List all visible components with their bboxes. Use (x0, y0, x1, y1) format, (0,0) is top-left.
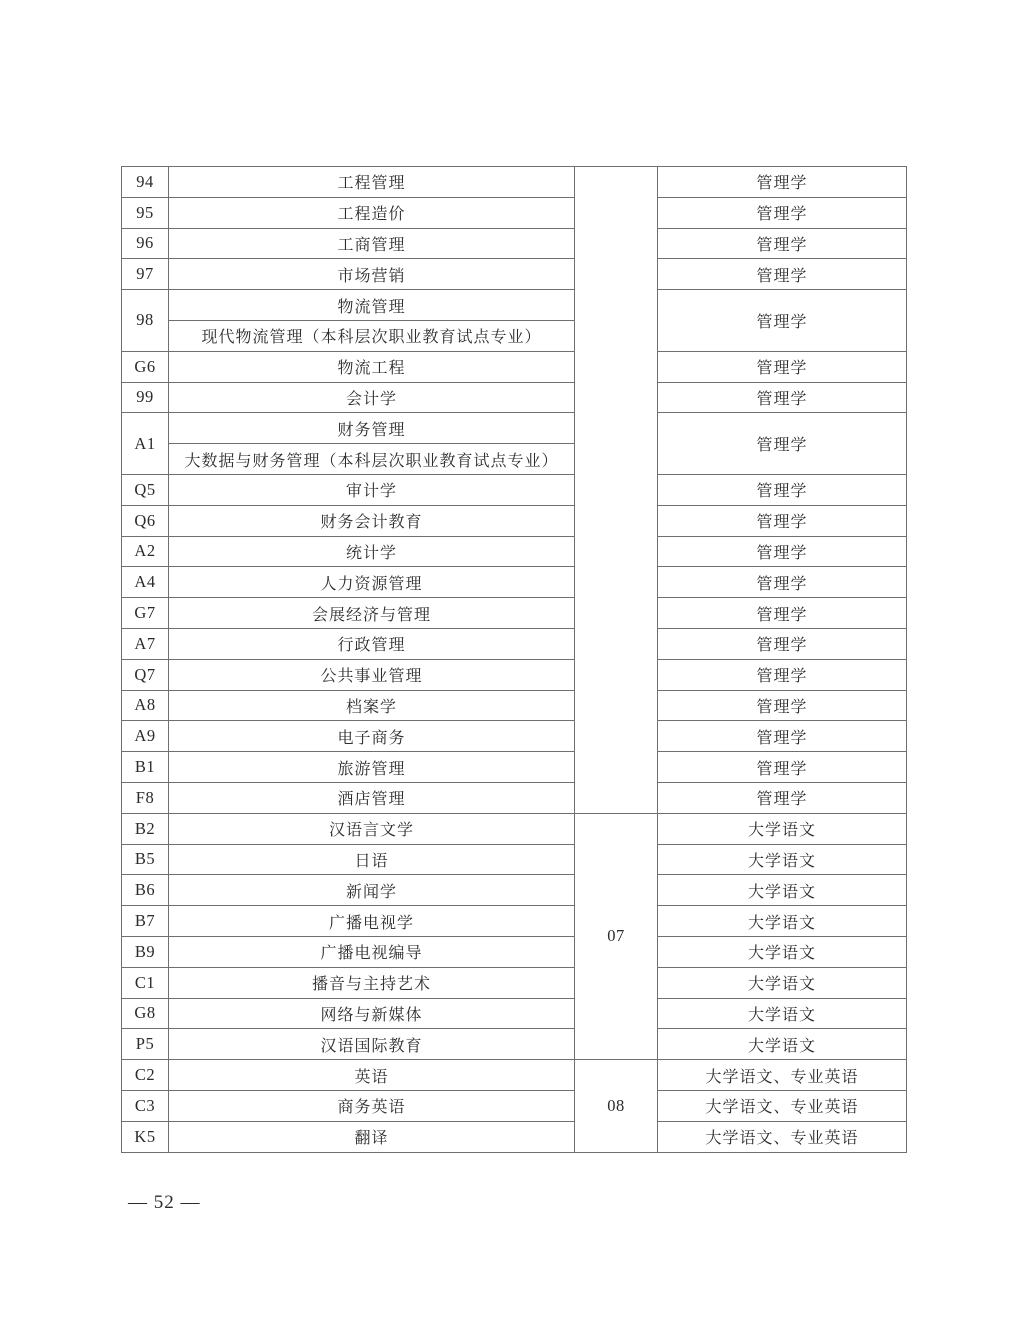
exam-subject-cell: 管理学 (658, 382, 907, 413)
section-code-cell: 07 (575, 813, 658, 1059)
exam-subject-cell: 管理学 (658, 505, 907, 536)
table-row (122, 752, 907, 783)
exam-subject-cell: 大学语文 (658, 875, 907, 906)
exam-subject-cell: 管理学 (658, 752, 907, 783)
exam-subject-cell: 管理学 (658, 567, 907, 598)
major-code-cell: G6 (122, 351, 169, 382)
majors-table-container (121, 166, 906, 1153)
exam-subject-cell: 大学语文 (658, 1029, 907, 1060)
exam-subject-cell: 管理学 (658, 167, 907, 198)
major-code-cell: A1 (122, 413, 169, 475)
major-name-cell: 档案学 (169, 690, 575, 721)
table-row (122, 1029, 907, 1060)
table-row (122, 167, 907, 198)
table-row (122, 351, 907, 382)
table-row (122, 598, 907, 629)
table-row (122, 782, 907, 813)
major-name-cell: 翻译 (169, 1121, 575, 1152)
exam-subject-cell: 大学语文 (658, 936, 907, 967)
exam-subject-cell: 大学语文、专业英语 (658, 1090, 907, 1121)
major-code-cell: A7 (122, 628, 169, 659)
exam-subject-cell: 管理学 (658, 659, 907, 690)
majors-table (121, 166, 907, 1153)
major-code-cell: Q7 (122, 659, 169, 690)
major-name-cell: 财务会计教育 (169, 505, 575, 536)
major-code-cell: A2 (122, 536, 169, 567)
exam-subject-cell: 管理学 (658, 690, 907, 721)
table-row (122, 290, 907, 321)
table-row (122, 474, 907, 505)
major-code-cell: B2 (122, 813, 169, 844)
major-name-cell: 会展经济与管理 (169, 598, 575, 629)
major-name-cell: 汉语国际教育 (169, 1029, 575, 1060)
major-code-cell: K5 (122, 1121, 169, 1152)
major-code-cell: F8 (122, 782, 169, 813)
page-number: — 52 — (128, 1192, 201, 1213)
major-name-cell: 工程管理 (169, 167, 575, 198)
table-row (122, 505, 907, 536)
major-code-cell: Q6 (122, 505, 169, 536)
table-row (122, 906, 907, 937)
major-code-cell: 99 (122, 382, 169, 413)
major-code-cell: A4 (122, 567, 169, 598)
major-name-cell: 人力资源管理 (169, 567, 575, 598)
major-code-cell: B9 (122, 936, 169, 967)
table-row (122, 1060, 907, 1091)
major-name-cell: 财务管理 (169, 413, 575, 444)
exam-subject-cell: 管理学 (658, 782, 907, 813)
major-code-cell: C3 (122, 1090, 169, 1121)
major-name-cell: 工商管理 (169, 228, 575, 259)
major-code-cell: 96 (122, 228, 169, 259)
major-code-cell: A9 (122, 721, 169, 752)
major-name-cell: 英语 (169, 1060, 575, 1091)
major-code-cell: G8 (122, 998, 169, 1029)
major-name-cell: 日语 (169, 844, 575, 875)
exam-subject-cell: 管理学 (658, 259, 907, 290)
exam-subject-cell: 管理学 (658, 413, 907, 475)
exam-subject-cell: 管理学 (658, 628, 907, 659)
section-code-cell: 08 (575, 1060, 658, 1152)
table-row (122, 875, 907, 906)
exam-subject-cell: 大学语文、专业英语 (658, 1060, 907, 1091)
major-name-cell: 酒店管理 (169, 782, 575, 813)
major-name-cell: 统计学 (169, 536, 575, 567)
exam-subject-cell: 管理学 (658, 474, 907, 505)
major-code-cell: A8 (122, 690, 169, 721)
major-name-cell: 物流工程 (169, 351, 575, 382)
major-name-cell: 广播电视编导 (169, 936, 575, 967)
major-name-cell: 大数据与财务管理（本科层次职业教育试点专业） (169, 444, 575, 475)
major-name-cell: 物流管理 (169, 290, 575, 321)
major-name-cell: 商务英语 (169, 1090, 575, 1121)
major-name-cell: 播音与主持艺术 (169, 967, 575, 998)
table-row (122, 567, 907, 598)
major-code-cell: 95 (122, 197, 169, 228)
table-row (122, 1090, 907, 1121)
exam-subject-cell: 管理学 (658, 721, 907, 752)
table-row (122, 844, 907, 875)
major-code-cell: B7 (122, 906, 169, 937)
table-row (122, 382, 907, 413)
exam-subject-cell: 大学语文 (658, 844, 907, 875)
major-name-cell: 公共事业管理 (169, 659, 575, 690)
table-row (122, 536, 907, 567)
major-code-cell: B6 (122, 875, 169, 906)
majors-table-body (122, 167, 907, 1153)
major-name-cell: 电子商务 (169, 721, 575, 752)
table-row (122, 690, 907, 721)
major-name-cell: 会计学 (169, 382, 575, 413)
exam-subject-cell: 大学语文 (658, 998, 907, 1029)
exam-subject-cell: 管理学 (658, 228, 907, 259)
exam-subject-cell: 大学语文 (658, 813, 907, 844)
exam-subject-cell: 大学语文、专业英语 (658, 1121, 907, 1152)
exam-subject-cell: 管理学 (658, 290, 907, 352)
major-code-cell: B1 (122, 752, 169, 783)
table-row (122, 413, 907, 444)
major-name-cell: 汉语言文学 (169, 813, 575, 844)
table-row (122, 659, 907, 690)
major-code-cell: C1 (122, 967, 169, 998)
section-code-cell (575, 167, 658, 814)
major-name-cell: 市场营销 (169, 259, 575, 290)
exam-subject-cell: 管理学 (658, 351, 907, 382)
major-code-cell: B5 (122, 844, 169, 875)
major-code-cell: 94 (122, 167, 169, 198)
major-name-cell: 审计学 (169, 474, 575, 505)
major-name-cell: 行政管理 (169, 628, 575, 659)
table-row (122, 967, 907, 998)
major-code-cell: C2 (122, 1060, 169, 1091)
table-row (122, 721, 907, 752)
exam-subject-cell: 大学语文 (658, 906, 907, 937)
exam-subject-cell: 管理学 (658, 197, 907, 228)
exam-subject-cell: 管理学 (658, 536, 907, 567)
table-row (122, 197, 907, 228)
exam-subject-cell: 管理学 (658, 598, 907, 629)
table-row (122, 813, 907, 844)
major-code-cell: G7 (122, 598, 169, 629)
major-name-cell: 旅游管理 (169, 752, 575, 783)
major-code-cell: Q5 (122, 474, 169, 505)
major-code-cell: 97 (122, 259, 169, 290)
major-code-cell: 98 (122, 290, 169, 352)
exam-subject-cell: 大学语文 (658, 967, 907, 998)
table-row (122, 259, 907, 290)
table-row (122, 998, 907, 1029)
major-name-cell: 现代物流管理（本科层次职业教育试点专业） (169, 320, 575, 351)
major-name-cell: 广播电视学 (169, 906, 575, 937)
major-code-cell: P5 (122, 1029, 169, 1060)
major-name-cell: 工程造价 (169, 197, 575, 228)
major-name-cell: 网络与新媒体 (169, 998, 575, 1029)
table-row (122, 1121, 907, 1152)
table-row (122, 936, 907, 967)
table-row (122, 228, 907, 259)
major-name-cell: 新闻学 (169, 875, 575, 906)
table-row (122, 628, 907, 659)
